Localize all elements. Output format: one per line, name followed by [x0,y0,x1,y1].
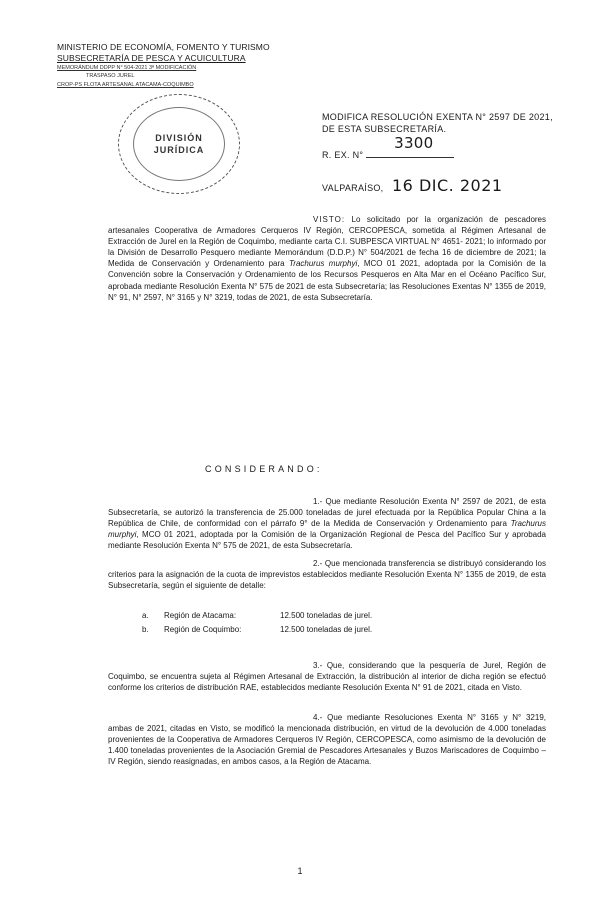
item-b-amount: 12.500 toneladas de jurel. [280,625,373,634]
resolution-title-line-1: MODIFICA RESOLUCIÓN EXENTA N° 2597 DE 2021, [322,112,553,122]
city-label: VALPARAÍSO, [322,183,384,193]
resolution-title-line-2: DE ESTA SUBSECRETARÍA. [322,124,447,134]
stamp-inner-ring [133,107,225,181]
item-a-region: Región de Atacama: [164,611,237,620]
item-b-letter: b. [142,625,149,634]
page-number: 1 [297,866,303,876]
visto-paragraph [108,214,546,303]
p3-text: 3.- Que, considerando que la pesquería de Jurel, Región de Coquimbo, se encuentra sujeta al Régimen Artesanal de Extracción, la distribución al interior de dicha región se efectuó conforme los criterios de distribución RAE, establecidos mediante Resolución Exenta N° 91 de 2021, citada en Visto. [108,661,546,693]
p1-text-a: 1.- Que mediante Resolución Exenta N° 2597 de 2021, de esta Subsecretaría, se autorizó la transferencia de 25.000 toneladas de jurel efectuada por la República Popular China a la República de Chile, de conformidad con el párrafo 9° de la Medida de Conservación y Ordenamiento para [108,497,546,529]
item-b-region: Región de Coquimbo: [164,625,242,634]
rex-number-line [366,134,454,158]
considerando-paragraph-4 [108,712,546,767]
item-a-amount: 12.500 toneladas de jurel. [280,611,373,620]
visto-species: Trachurus murphyi [288,259,358,269]
stamp-line-1: DIVISIÓN [155,133,203,143]
stamp-line-2: JURÍDICA [153,145,205,155]
distribution-item-a [142,611,372,620]
visto-text-1: Lo solicitado por la organización de pescadores artesanales Cooperativa de Armadores Cerqueros IV Región, CERCOPESCA, sometida al Régimen Artesanal de Extracción de Jurel en la Región de Coquimbo, mediante carta C.I. SUBPESCA VIRTUAL N° 4651- 2021; lo informado por la División de Desarrollo Pesquero mediante Memorándum (D.D.P.) N° 504/2021 de fecha 16 de diciembre de 2021; la Medida de Conservación y Ordenamiento para [108,215,546,269]
visto-text-2: , MCO 01 2021, adoptada por la Comisión de la Convención sobre la Conservación y Ordenamiento de los Recursos Pesqueros en Alta Mar en el Océano Pacífico Sur, aprobada mediante Resolución Exenta N° 575 de 2021 de esta Subsecretaría; las Resoluciones Exentas N° 1355 de 2019, N° 91, N° 2597, N° 3165 y N° 3219, todas de 2021, de esta Subsecretaría. [108,259,547,302]
reference-line-2: TRASPASO JUREL [86,73,135,79]
resolution-number-row [322,134,454,161]
p2-text: 2.- Que mencionada transferencia se distribuyó considerando los criterios para la asignación de la cuota de imprevistos establecidos mediante Resolución Exenta N° 1355 de 2019, de esta Subsecretaría, según el siguiente de detalle: [108,559,546,591]
distribution-item-b [142,625,372,634]
p1-text-b: , MCO 01 2021, adoptada por la Comisión de la Organización Regional de Pesca del Pacífico Sur y aprobada mediante Resolución Exenta N° 575 de 2021, de esta Subsecretaría. [108,530,546,551]
rex-label: R. EX. N° [322,150,364,160]
resolution-date: 16 DIC. 2021 [392,176,503,195]
reference-line-1: MEMORÁNDUM DDPP N° 504-2021 3ª MODIFICACIÓN [57,65,197,71]
p4-text: 4.- Que mediante Resoluciones Exenta N° 3165 y N° 3219, ambas de 2021, citadas en Visto, se modificó la mencionada distribución, en virtud de la devolución de 4.000 toneladas provenientes de la Cooperativa de Armadores Cerqueros IV Región, CERCOPESCA, como asimismo de la devolución de 1.400 toneladas provenientes de la Asociación Gremial de Pescadores Artesanales y Buzos Mariscadores de Coquimbo – IV Región, siendo reasignadas, en ambos casos, a la Región de Atacama. [108,713,546,767]
considerando-paragraph-2 [108,558,546,591]
ministry-name: MINISTERIO DE ECONOMÍA, FOMENTO Y TURISMO [57,42,270,52]
p1-species: Trachurus murphyi [108,519,546,540]
subsecretaria-name: SUBSECRETARÍA DE PESCA Y ACUICULTURA [57,53,246,63]
item-a-letter: a. [142,611,149,620]
visto-label: VISTO: [313,215,346,224]
considerando-heading: CONSIDERANDO: [205,464,323,474]
rex-number: 3300 [394,134,434,152]
reference-line-3: CROP-PS FLOTA ARTESANAL ATACAMA-COQUIMBO [57,82,194,88]
considerando-paragraph-3 [108,660,546,693]
considerando-paragraph-1 [108,496,546,551]
division-juridica-stamp [118,94,240,194]
